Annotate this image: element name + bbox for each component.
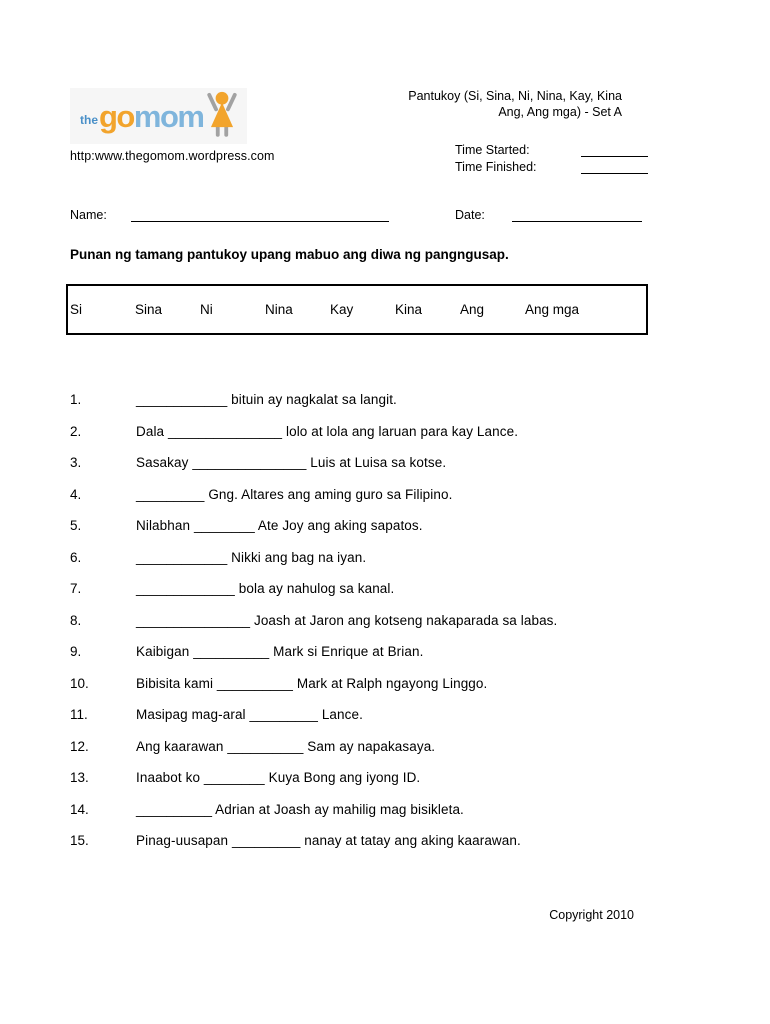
date-blank-line xyxy=(512,221,642,222)
question-text: ____________ bituin ay nagkalat sa langit. xyxy=(136,392,397,407)
word-bank-box xyxy=(66,284,648,335)
logo-text-the: the xyxy=(80,112,98,127)
logo-text-mom: mom xyxy=(133,99,204,134)
date-label: Date: xyxy=(455,208,485,222)
time-started-row xyxy=(455,140,648,157)
question-number: 8. xyxy=(70,612,82,628)
word-bank-item: Ang xyxy=(460,302,485,317)
time-finished-blank-line xyxy=(581,173,648,174)
question-text: Nilabhan ________ Ate Joy ang aking sapatos. xyxy=(136,518,423,533)
question-number: 12. xyxy=(70,738,89,754)
question-text: _____________ bola ay nahulog sa kanal. xyxy=(136,581,395,596)
name-blank-line xyxy=(131,221,389,222)
question-text: Dala _______________ lolo at lola ang laruan para kay Lance. xyxy=(136,423,519,439)
copyright-text: Copyright 2010 xyxy=(549,908,634,922)
question-number: 11. xyxy=(70,707,88,722)
question-text: Bibisita kami __________ Mark at Ralph ngayong Linggo. xyxy=(136,675,488,691)
question-text: Sasakay _______________ Luis at Luisa sa kotse. xyxy=(136,455,447,470)
question-number: 1. xyxy=(70,392,82,407)
header xyxy=(70,88,648,174)
question-row xyxy=(70,613,648,628)
worksheet-title xyxy=(376,88,648,120)
question-number: 13. xyxy=(70,770,89,785)
question-row xyxy=(70,770,648,785)
word-bank-item: Ni xyxy=(200,302,213,317)
worksheet-title-line1: Pantukoy (Si, Sina, Ni, Nina, Kay, Kina xyxy=(408,89,622,103)
time-started-label: Time Started: xyxy=(455,143,530,157)
question-text: Inaabot ko ________ Kuya Bong ang iyong ID. xyxy=(136,770,421,785)
time-finished-label: Time Finished: xyxy=(455,160,537,174)
header-right xyxy=(376,88,648,174)
instruction-text: Punan ng tamang pantukoy upang mabuo ang diwa ng pangngusap. xyxy=(70,247,509,262)
question-number: 6. xyxy=(70,549,82,565)
question-row xyxy=(70,424,648,439)
time-block xyxy=(376,140,648,174)
word-bank-item: Nina xyxy=(265,302,293,317)
date-field-group xyxy=(455,208,642,222)
question-number: 4. xyxy=(70,486,82,502)
question-text: Pinag-uusapan _________ nanay at tatay ang aking kaarawan. xyxy=(136,833,521,848)
question-text: Masipag mag-aral _________ Lance. xyxy=(136,707,363,722)
question-text: __________ Adrian at Joash ay mahilig mag bisikleta. xyxy=(136,801,464,817)
header-left xyxy=(70,88,350,163)
name-label: Name: xyxy=(70,208,107,222)
time-finished-row xyxy=(455,157,648,174)
question-text: Kaibigan __________ Mark si Enrique at Brian. xyxy=(136,644,424,659)
question-number: 10. xyxy=(70,675,89,691)
question-number: 7. xyxy=(70,581,82,596)
question-text: _________ Gng. Altares ang aming guro sa Filipino. xyxy=(136,486,453,502)
question-number: 5. xyxy=(70,518,82,533)
website-url: http:www.thegomom.wordpress.com xyxy=(70,149,275,163)
question-row xyxy=(70,707,648,722)
logo-text-go: go xyxy=(99,99,134,134)
question-list xyxy=(70,392,648,848)
question-number: 9. xyxy=(70,644,82,659)
name-field-group xyxy=(70,208,455,222)
name-date-row xyxy=(70,208,648,222)
word-bank-item: Sina xyxy=(135,302,163,317)
time-started-blank-line xyxy=(581,156,648,157)
question-row xyxy=(70,518,648,533)
question-row xyxy=(70,487,648,502)
gomom-figure-icon xyxy=(205,91,239,142)
word-bank-item: Kina xyxy=(395,302,423,317)
question-row xyxy=(70,644,648,659)
question-row xyxy=(70,392,648,407)
question-row xyxy=(70,739,648,754)
question-number: 3. xyxy=(70,455,82,470)
word-bank-item: Si xyxy=(70,302,83,317)
question-row xyxy=(70,833,648,848)
question-number: 14. xyxy=(70,801,89,817)
gomom-logo xyxy=(70,88,247,144)
word-bank-item: Ang mga xyxy=(525,302,580,317)
worksheet-title-line2: Ang, Ang mga) - Set A xyxy=(498,105,622,119)
question-number: 15. xyxy=(70,833,89,848)
question-row xyxy=(70,550,648,565)
question-row xyxy=(70,581,648,596)
question-text: _______________ Joash at Jaron ang kotseng nakaparada sa labas. xyxy=(136,612,558,628)
question-row xyxy=(70,802,648,817)
question-text: Ang kaarawan __________ Sam ay napakasaya. xyxy=(136,738,436,754)
question-row xyxy=(70,455,648,470)
word-bank-item: Kay xyxy=(330,302,354,317)
question-row xyxy=(70,676,648,691)
question-number: 2. xyxy=(70,423,82,439)
question-text: ____________ Nikki ang bag na iyan. xyxy=(136,549,367,565)
